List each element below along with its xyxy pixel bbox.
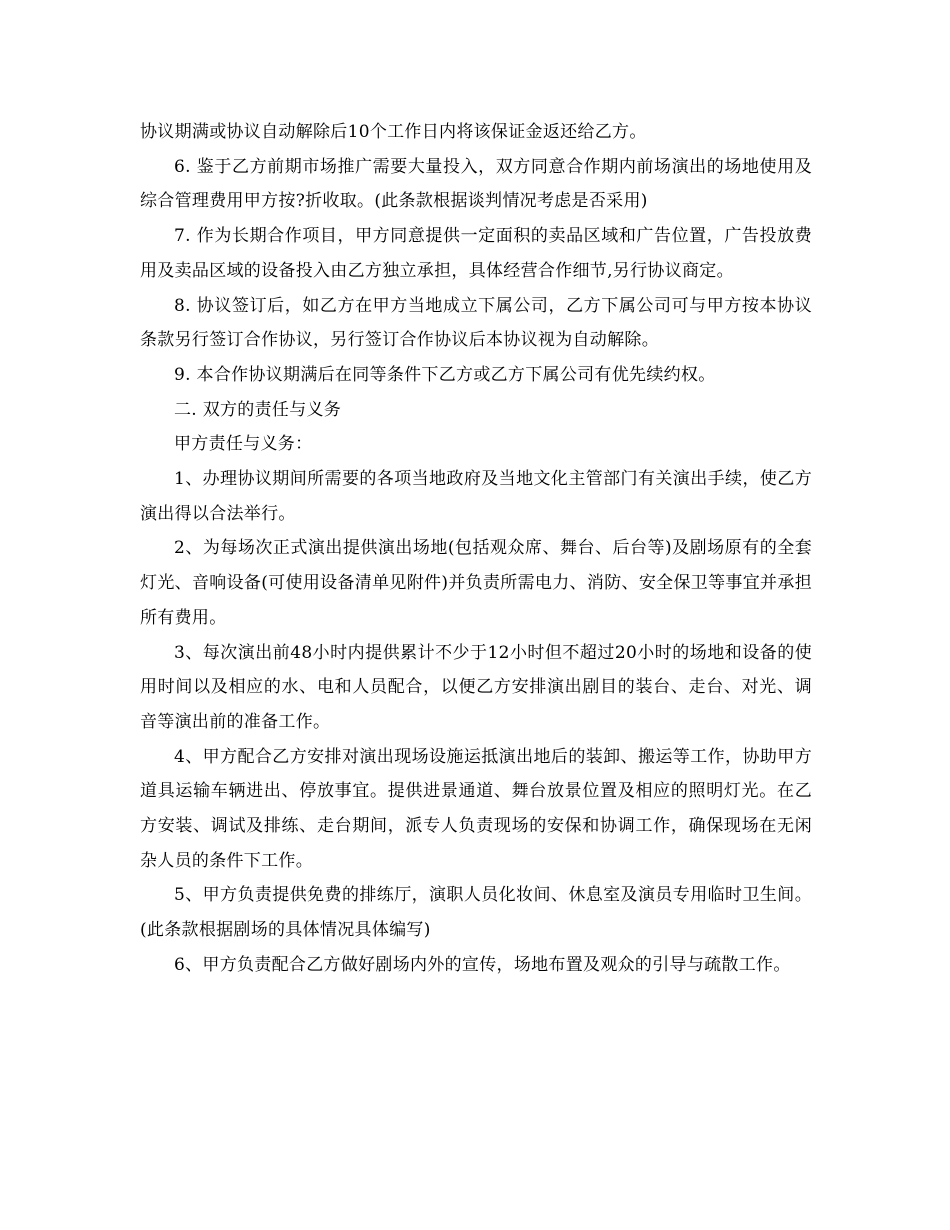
section-heading-responsibilities: 二. 双方的责任与义务 (174, 399, 342, 420)
paragraph-deposit-return: 协议期满或协议自动解除后10个工作日内将该保证金返还给乙方。 (140, 122, 647, 142)
clause-6-venue-fee-discount: 6. 鉴于乙方前期市场推广需要大量投入，双方同意合作期内前场演出的场地使用及综合管理费用甲方按?折收取。(此条款根据谈判情况考虑是否采用) (140, 156, 812, 212)
subheading-party-a-duties: 甲方责任与义务： (174, 434, 313, 455)
clause-7-concession-advertising: 7. 作为长期合作项目，甲方同意提供一定面积的卖品区域和广告位置，广告投放费用及卖品区域的设备投入由乙方独立承担，具体经营合作细节,另行协议商定。 (140, 226, 812, 281)
duty-6-publicity-audience: 6、甲方负责配合乙方做好剧场内外的宣传，场地布置及观众的引导与疏散工作。 (174, 954, 791, 975)
duty-1-permits: 1、办理协议期间所需要的各项当地政府及当地文化主管部门有关演出手续，使乙方演出得以合法举行。 (140, 469, 812, 524)
clause-9-renewal-priority: 9. 本合作协议期满后在同等条件下乙方或乙方下属公司有优先续约权。 (174, 364, 716, 385)
document-body (140, 115, 812, 983)
duty-3-setup-time: 3、每次演出前48小时内提供累计不少于12小时但不超过20小时的场地和设备的使用时间以及相应的水、电和人员配合，以便乙方安排演出剧目的装台、走台、对光、调音等演出前的准备工作。 (140, 642, 812, 732)
clause-8-subsidiary-agreement: 8. 协议签订后，如乙方在甲方当地成立下属公司，乙方下属公司可与甲方按本协议条款另行签订合作协议，另行签订合作协议后本协议视为自动解除。 (140, 295, 812, 351)
duty-2-venue-equipment: 2、为每场次正式演出提供演出场地(包括观众席、舞台、后台等)及剧场原有的全套灯光、音响设备(可使用设备清单见附件)并负责所需电力、消防、安全保卫等事宜并承担所有费用。 (140, 538, 812, 628)
duty-4-logistics-security: 4、甲方配合乙方安排对演出现场设施运抵演出地后的装卸、搬运等工作，协助甲方道具运输车辆进出、停放事宜。提供进景通道、舞台放景位置及相应的照明灯光。在乙方安装、调试及排练、走台期间，派专人负责现场的安保和协调工作，确保现场在无闲杂人员的条件下工作。 (140, 746, 812, 871)
duty-5-rehearsal-rooms: 5、甲方负责提供免费的排练厅，演职人员化妆间、休息室及演员专用临时卫生间。(此条款根据剧场的具体情况具体编写) (140, 885, 812, 941)
